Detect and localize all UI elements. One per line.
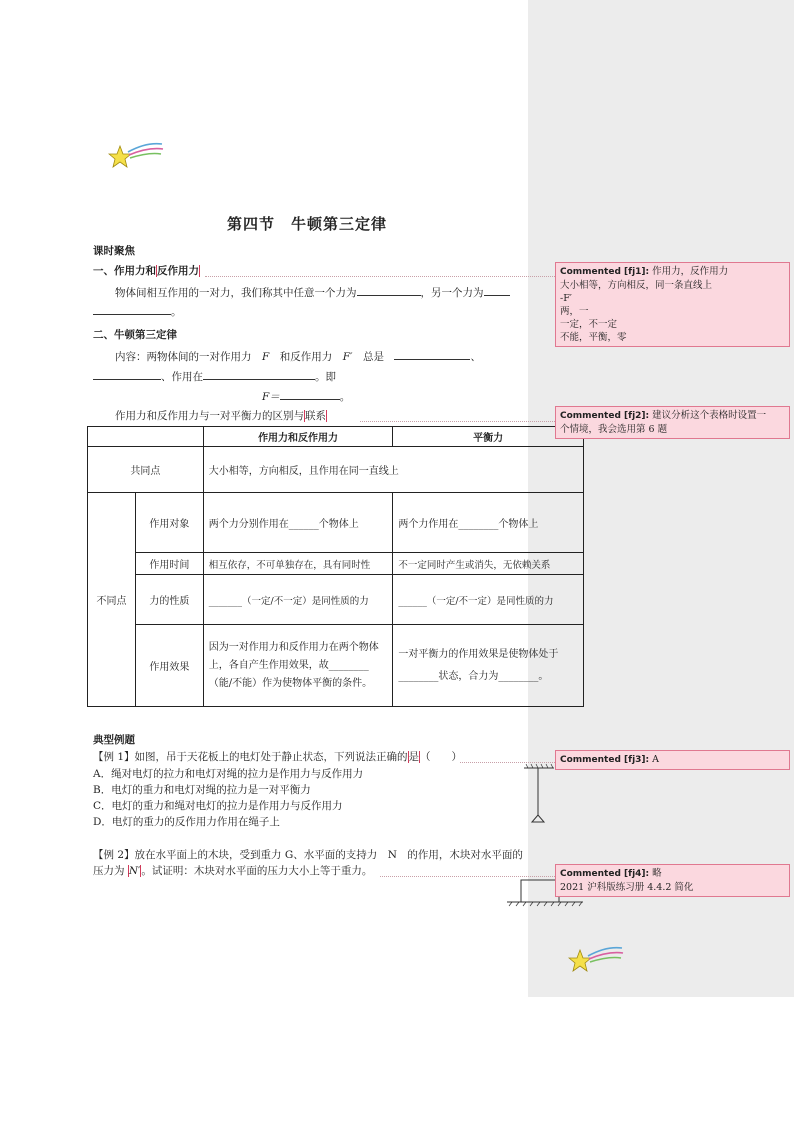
comment-anchor-fj1[interactable]: 反作用力 [157, 265, 199, 277]
row-balance-cell: 一对平衡力的作用效果是使物体处于________状态，合力为________。 [393, 625, 584, 707]
row-label: 作用对象 [135, 493, 203, 553]
section-1-heading: 一、作用力和反作用力 [93, 265, 199, 277]
hanging-lamp-figure [522, 762, 556, 828]
examples-heading: 典型例题 [93, 734, 135, 746]
example-1-question: 【例 1】如图，吊于天花板上的电灯处于静止状态，下列说法正确的是（ ） [93, 751, 463, 763]
row-action-cell: 相互依存，不可单独存在，具有同时性 [203, 553, 393, 575]
law-equation: F＝ 。 [262, 388, 350, 405]
comment-anchor-fj4[interactable]: N′ [128, 865, 141, 877]
comment-fj4[interactable]: Commented [fj4]: 略 2021 沪科版练习册 4.4.2 简化 [555, 864, 790, 897]
row-balance-cell: ______（一定/不一定）是同性质的力 [393, 575, 584, 625]
focus-heading: 课时聚焦 [93, 245, 135, 257]
section-2-heading: 二、牛顿第三定律 [93, 329, 177, 341]
common-text: 大小相等，方向相反，且作用在同一直线上 [203, 447, 583, 493]
row-balance-cell: 两个力作用在________个物体上 [393, 493, 584, 553]
header-balance: 平衡力 [393, 427, 584, 447]
example-2-line-1: 【例 2】放在水平面上的木块，受到重力 G、水平面的支持力 N 的作用，木块对水平面的 [93, 849, 523, 861]
comparison-table [87, 426, 584, 707]
shooting-star-icon [108, 138, 168, 174]
example-2-line-2: 压力为 N′。试证明：木块对水平面的压力大小上等于重力。 [93, 865, 373, 877]
comment-anchor-fj3[interactable]: 是 [408, 751, 420, 763]
header-action-reaction: 作用力和反作用力 [203, 427, 393, 447]
comment-connector [205, 276, 555, 277]
option-d: D．电灯的重力的反作用力作用在绳子上 [93, 816, 280, 828]
comment-connector [360, 421, 555, 422]
row-label: 作用效果 [135, 625, 203, 707]
row-action-cell: 两个力分别作用在______个物体上 [203, 493, 393, 553]
difference-line: 作用力和反作用力与一对平衡力的区别与联系 [115, 410, 326, 422]
section-1-line-2: 。 [93, 303, 182, 320]
comment-fj3[interactable]: Commented [fj3]: A [555, 750, 790, 770]
row-action-cell: 因为一对作用力和反作用力在两个物体上，各自产生作用效果，故________（能/不能）作为使物体平衡的条件。 [203, 625, 393, 707]
row-label: 力的性质 [135, 575, 203, 625]
option-c: C．电灯的重力和绳对电灯的拉力是作用力与反作用力 [93, 800, 343, 812]
row-label: 作用时间 [135, 553, 203, 575]
comment-fj1[interactable]: Commented [fj1]: 作用力，反作用力 大小相等，方向相反，同一条直线上 -F′ 两，一 一定，不一定 不能，平衡，零 [555, 262, 790, 347]
row-action-cell: _______（一定/不一定）是同性质的力 [203, 575, 393, 625]
common-label: 共同点 [88, 447, 204, 493]
comment-fj2[interactable]: Commented [fj2]: 建议分析这个表格时设置一 个情境，我会选用第 6 题 [555, 406, 790, 439]
row-balance-cell: 不一定同时产生或消失，无依赖关系 [393, 553, 584, 575]
diff-label: 不同点 [88, 493, 136, 707]
shooting-star-icon [568, 942, 628, 978]
law-content-line-2: 、作用在 。即 [93, 368, 336, 385]
page-title: 第四节 牛顿第三定律 [227, 215, 388, 233]
option-b: B．电灯的重力和电灯对绳的拉力是一对平衡力 [93, 784, 311, 796]
comment-anchor-fj2[interactable]: 联系 [305, 410, 326, 422]
option-a: A．绳对电灯的拉力和电灯对绳的拉力是作用力与反作用力 [93, 768, 364, 780]
law-content-line: 内容：两物体间的一对作用力 F 和反作用力 F′ 总是 、 [115, 348, 481, 365]
section-1-line: 物体间相互作用的一对力，我们称其中任意一个力为 ，另一个力为 [115, 284, 510, 301]
